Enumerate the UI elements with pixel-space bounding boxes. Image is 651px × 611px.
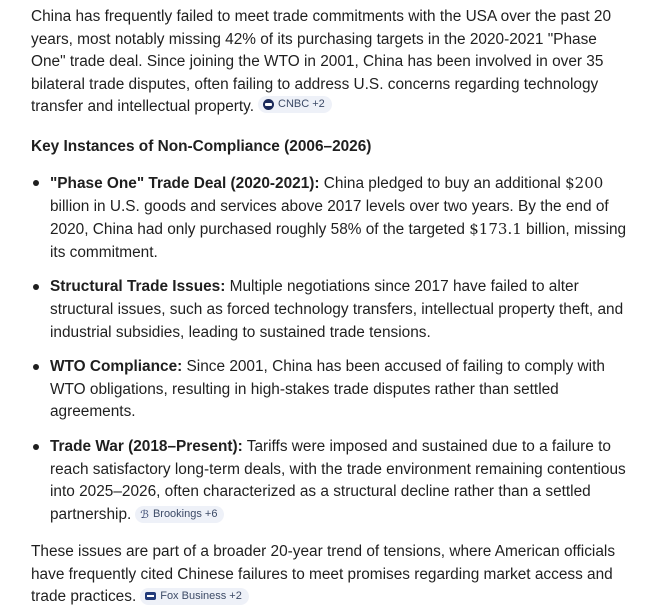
fox-business-icon: [145, 592, 156, 600]
item-text: billion, missing its commitment.: [50, 221, 627, 261]
item-text: billion in U.S. goods and services above 2017 levels over two years. By the end of 2020, China had only purchased roughly 58% of the targeted: [50, 197, 609, 239]
item-text: Tariffs were imposed and sustained due to a failure to reach satisfactory long-term deals, with the trade environment remaining contentious into 2025–2026, often characterized as a structural decline rather than a settled partnership.: [50, 437, 626, 523]
amount-value: $200: [565, 173, 604, 192]
source-chip-cnbc[interactable]: [258, 96, 332, 113]
source-chip-brookings[interactable]: [135, 506, 224, 523]
source-chip-fox-business[interactable]: [140, 588, 249, 605]
item-text: China pledged to buy an additional: [319, 174, 566, 192]
item-title: "Phase One" Trade Deal (2020-2021):: [50, 174, 320, 192]
cnbc-icon: [263, 99, 274, 110]
intro-paragraph: [31, 6, 631, 119]
outro-text: These issues are part of a broader 20-year trend of tensions, where American officials have frequently cited Chinese failures to meet promises regarding market access and trade practices.: [31, 543, 616, 606]
list-item-structural: [31, 276, 631, 344]
outro-paragraph: [31, 541, 631, 609]
amount-value: $173.1: [469, 220, 522, 239]
item-title: WTO Compliance:: [50, 358, 183, 376]
intro-text: China has frequently failed to meet trade commitments with the USA over the past 20 years, most notably missing 42% of its purchasing targets in the 2020-2021 "Phase One" trade deal. Since joining the WTO in 2001, China has been involved in over 35 bilateral trade disputes, often failing to address U.S. concerns regarding technology transfer and intellectual property.: [31, 8, 612, 116]
item-text: Since 2001, China has been accused of failing to comply with WTO obligations, resulting in high-stakes trade disputes rather than settled agreements.: [50, 358, 605, 421]
item-title: Structural Trade Issues:: [50, 278, 226, 296]
list-item-wto: [31, 356, 631, 424]
source-chip-label: Fox Business +2: [160, 589, 242, 602]
item-text: Multiple negotiations since 2017 have failed to alter structural issues, such as forced technology transfers, intellectual property theft, and industrial subsidies, leading to sustained trade tensions.: [50, 278, 624, 341]
source-chip-label: Brookings +6: [152, 507, 218, 520]
section-heading: Key Instances of Non-Compliance (2006–2026): [31, 137, 372, 155]
source-chip-label: CNBC +2: [278, 98, 325, 111]
instances-list: [31, 172, 631, 526]
list-item-trade-war: [31, 436, 631, 526]
list-item-phase-one: [31, 172, 631, 264]
item-title: Trade War (2018–Present):: [50, 437, 243, 455]
brookings-icon: ℬ: [140, 507, 149, 521]
